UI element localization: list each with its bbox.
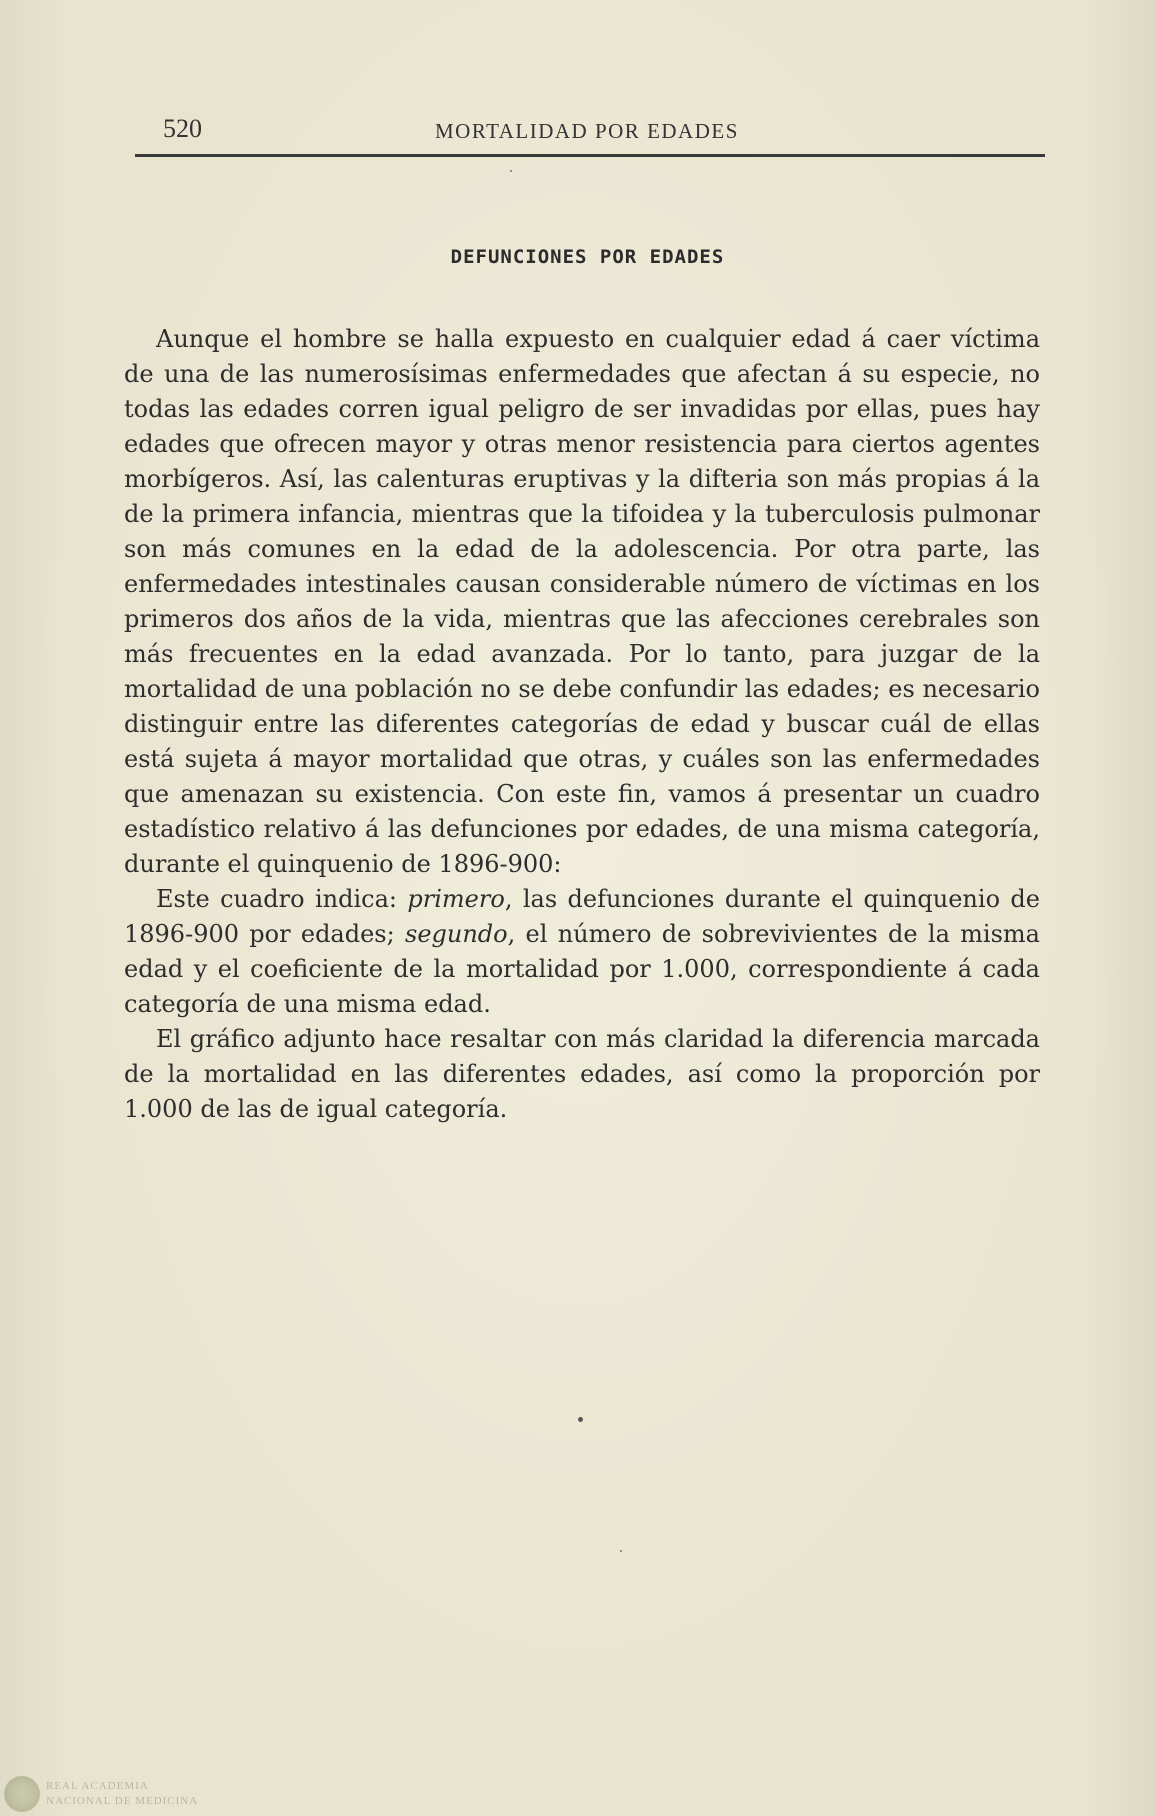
body-text (124, 322, 1040, 1127)
library-watermark (4, 1776, 204, 1812)
paragraph-3: El gráfico adjunto hace resaltar con más claridad la diferencia marcada de la mortalidad en las diferentes edades, así como la proporción por 1.000 de las de igual categoría. (124, 1025, 1040, 1123)
ink-speck-small (620, 1550, 622, 1552)
page-header (135, 114, 1045, 148)
watermark-line-2: NACIONAL DE MEDICINA (46, 1795, 199, 1807)
section-title: DEFUNCIONES POR EDADES (450, 246, 725, 268)
paragraph-1: Aunque el hombre se halla expuesto en cualquier edad á caer víctima de una de las numerosísimas enfermedades que afectan á su especie, no todas las edades corren igual peligro de ser invadidas por ellas, pues hay edades que ofrecen mayor y otras menor resistencia para ciertos agentes morbígeros. Así, las calenturas eruptivas y la difteria son más propias á la de la primera infancia, mientras que la tifoidea y la tuberculosis pulmonar son más comunes en la edad de la adolescencia. Por otra parte, las enfermedades intestinales causan considerable número de víctimas en los primeros dos años de la vida, mientras que las afecciones cerebrales son más frecuentes en la edad avanzada. Por lo tanto, para juzgar de la mortalidad de una población no se debe confundir las edades; es necesario distinguir entre las diferentes categorías de edad y buscar cuál de ellas está sujeta á mayor mortalidad que otras, y cuáles son las enfermedades que amenazan su existencia. Con este fin, vamos á presentar un cuadro estadístico relativo á las defunciones por edades, de una misma categoría, durante el quinquenio de 1896-900: (124, 325, 1040, 878)
paragraph-2-end: , el número de sobrevivientes de la misma edad y el coeficiente de la mortalidad por 1.000, correspondiente á cada categoría de una misma edad. (124, 920, 1040, 1018)
paragraph-2-intro: Este cuadro indica: (156, 885, 408, 913)
paragraph-2-middle: , las defunciones durante el quinquenio de 1896-900 por edades; (124, 885, 1040, 948)
paragraph-2 (124, 882, 1040, 1022)
ink-speck (578, 1417, 583, 1422)
paragraph-2-primero: primero (407, 885, 505, 913)
seal-icon (4, 1776, 40, 1812)
paragraph-2-segundo: segundo (405, 920, 508, 948)
running-head: MORTALIDAD POR EDADES (435, 119, 739, 143)
page-number: 520 (163, 114, 202, 143)
watermark-line-1: REAL ACADEMIA (46, 1780, 149, 1792)
ink-speck-small (510, 170, 512, 172)
header-rule (135, 154, 1045, 157)
